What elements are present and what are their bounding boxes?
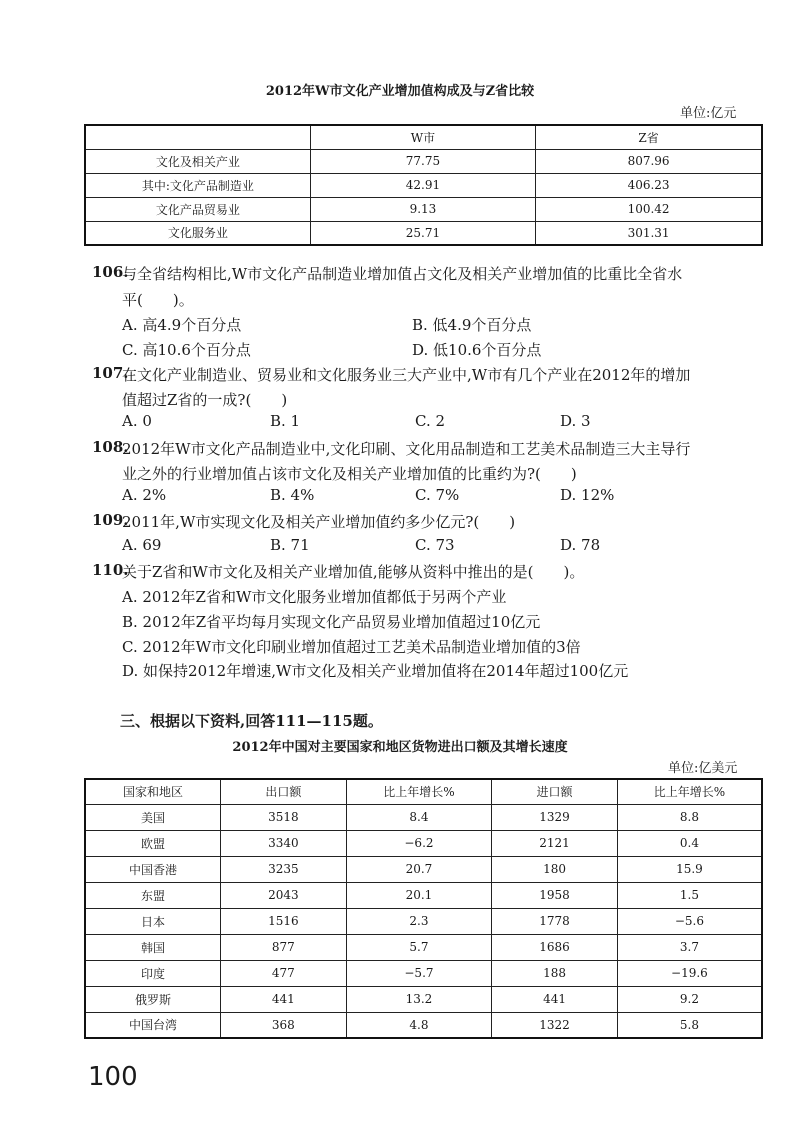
cell: 3518: [221, 804, 347, 830]
header-cell: Z省: [536, 125, 762, 149]
question-106-text-cont: 平( )。: [122, 291, 194, 309]
cell: 2.3: [346, 908, 492, 934]
table-row: [85, 149, 762, 173]
option-d[interactable]: D. 低10.6个百分点: [412, 341, 542, 359]
question-108-text: 2012年W市文化产品制造业中,文化印刷、文化用品制造和工艺美术品制造三大主导行: [122, 440, 691, 458]
option-c[interactable]: C. 高10.6个百分点: [122, 341, 251, 359]
option-b[interactable]: B. 低4.9个百分点: [412, 316, 532, 334]
row-label: 中国台湾: [85, 1012, 221, 1038]
option-d[interactable]: D. 3: [560, 412, 591, 430]
cell: 1958: [492, 882, 618, 908]
cell: 0.4: [617, 830, 762, 856]
question-number-110: 110.: [92, 561, 129, 579]
cell: 20.7: [346, 856, 492, 882]
row-label: 俄罗斯: [85, 986, 221, 1012]
option-a[interactable]: A. 69: [122, 536, 162, 554]
option-c[interactable]: C. 2: [415, 412, 446, 430]
table-row: [85, 882, 762, 908]
cell: 3.7: [617, 934, 762, 960]
table-row: [85, 986, 762, 1012]
cell: 180: [492, 856, 618, 882]
cell: 807.96: [536, 149, 762, 173]
cell: 3235: [221, 856, 347, 882]
table-row: [85, 221, 762, 245]
cell: 1322: [492, 1012, 618, 1038]
cell: 77.75: [310, 149, 535, 173]
option-a[interactable]: A. 2%: [122, 486, 167, 504]
option-d[interactable]: D. 12%: [560, 486, 615, 504]
table-header-row: [85, 125, 762, 149]
option-d[interactable]: D. 如保持2012年增速,W市文化及相关产业增加值将在2014年超过100亿元: [122, 662, 629, 680]
header-cell: 比上年增长%: [617, 779, 762, 804]
header-cell: 国家和地区: [85, 779, 221, 804]
table-row: [85, 1012, 762, 1038]
cell: 441: [492, 986, 618, 1012]
row-label: 文化服务业: [85, 221, 310, 245]
cell: −6.2: [346, 830, 492, 856]
option-a[interactable]: A. 2012年Z省和W市文化服务业增加值都低于另两个产业: [122, 588, 507, 606]
table-row: [85, 197, 762, 221]
table-row: [85, 173, 762, 197]
cell: 100.42: [536, 197, 762, 221]
question-number-108: 108.: [92, 438, 129, 456]
question-107-text-cont: 值超过Z省的一成?( ): [122, 391, 288, 409]
row-label: 日本: [85, 908, 221, 934]
row-label: 中国香港: [85, 856, 221, 882]
header-cell: 比上年增长%: [346, 779, 492, 804]
question-110-text: 关于Z省和W市文化及相关产业增加值,能够从资料中推出的是( )。: [122, 563, 585, 581]
table2-title: 2012年中国对主要国家和地区货物进出口额及其增长速度: [232, 740, 568, 755]
row-label: 韩国: [85, 934, 221, 960]
option-b[interactable]: B. 2012年Z省平均每月实现文化产品贸易业增加值超过10亿元: [122, 613, 541, 631]
cell: 1516: [221, 908, 347, 934]
option-c[interactable]: C. 7%: [415, 486, 460, 504]
section-heading: 三、根据以下资料,回答111—115题。: [120, 712, 383, 730]
table2-unit: 单位:亿美元: [668, 761, 738, 776]
row-label: 东盟: [85, 882, 221, 908]
option-b[interactable]: B. 1: [270, 412, 301, 430]
row-label: 其中:文化产品制造业: [85, 173, 310, 197]
row-label: 文化及相关产业: [85, 149, 310, 173]
cell: −5.7: [346, 960, 492, 986]
header-cell: 进口额: [492, 779, 618, 804]
cell: 1778: [492, 908, 618, 934]
table1-title: 2012年W市文化产业增加值构成及与Z省比较: [265, 84, 535, 99]
page-number: 100: [88, 1062, 138, 1092]
header-cell: 出口额: [221, 779, 347, 804]
option-b[interactable]: B. 4%: [270, 486, 315, 504]
cell: 25.71: [310, 221, 535, 245]
header-cell: [85, 125, 310, 149]
cell: 188: [492, 960, 618, 986]
cell: 8.4: [346, 804, 492, 830]
option-a[interactable]: A. 0: [122, 412, 152, 430]
table2: [84, 778, 763, 1039]
cell: 3340: [221, 830, 347, 856]
cell: 15.9: [617, 856, 762, 882]
cell: 9.13: [310, 197, 535, 221]
row-label: 印度: [85, 960, 221, 986]
cell: 406.23: [536, 173, 762, 197]
cell: 5.8: [617, 1012, 762, 1038]
row-label: 文化产品贸易业: [85, 197, 310, 221]
option-c[interactable]: C. 2012年W市文化印刷业增加值超过工艺美术品制造业增加值的3倍: [122, 638, 581, 656]
question-number-107: 107.: [92, 364, 129, 382]
question-number-106: 106.: [92, 263, 129, 281]
table1-unit: 单位:亿元: [680, 106, 737, 121]
row-label: 欧盟: [85, 830, 221, 856]
cell: 4.8: [346, 1012, 492, 1038]
cell: 9.2: [617, 986, 762, 1012]
option-c[interactable]: C. 73: [415, 536, 455, 554]
table-row: [85, 960, 762, 986]
question-number-109: 109.: [92, 511, 129, 529]
cell: 441: [221, 986, 347, 1012]
table-row: [85, 908, 762, 934]
table-header-row: [85, 779, 762, 804]
cell: 368: [221, 1012, 347, 1038]
cell: 2121: [492, 830, 618, 856]
cell: −5.6: [617, 908, 762, 934]
cell: 2043: [221, 882, 347, 908]
cell: 8.8: [617, 804, 762, 830]
table-row: [85, 856, 762, 882]
cell: 5.7: [346, 934, 492, 960]
header-cell: W市: [310, 125, 535, 149]
option-b[interactable]: B. 71: [270, 536, 310, 554]
table-row: [85, 934, 762, 960]
cell: 1686: [492, 934, 618, 960]
table-row: [85, 804, 762, 830]
option-d[interactable]: D. 78: [560, 536, 601, 554]
cell: 301.31: [536, 221, 762, 245]
option-a[interactable]: A. 高4.9个百分点: [122, 316, 242, 334]
question-107-text: 在文化产业制造业、贸易业和文化服务业三大产业中,W市有几个产业在2012年的增加: [122, 366, 691, 384]
cell: 1.5: [617, 882, 762, 908]
question-106-text: 与全省结构相比,W市文化产品制造业增加值占文化及相关产业增加值的比重比全省水: [122, 265, 683, 283]
table-row: [85, 830, 762, 856]
cell: 477: [221, 960, 347, 986]
cell: −19.6: [617, 960, 762, 986]
row-label: 美国: [85, 804, 221, 830]
cell: 20.1: [346, 882, 492, 908]
cell: 42.91: [310, 173, 535, 197]
question-109-text: 2011年,W市实现文化及相关产业增加值约多少亿元?( ): [122, 513, 516, 531]
table1: [84, 124, 763, 246]
cell: 1329: [492, 804, 618, 830]
cell: 877: [221, 934, 347, 960]
question-108-text-cont: 业之外的行业增加值占该市文化及相关产业增加值的比重约为?( ): [122, 465, 577, 483]
cell: 13.2: [346, 986, 492, 1012]
